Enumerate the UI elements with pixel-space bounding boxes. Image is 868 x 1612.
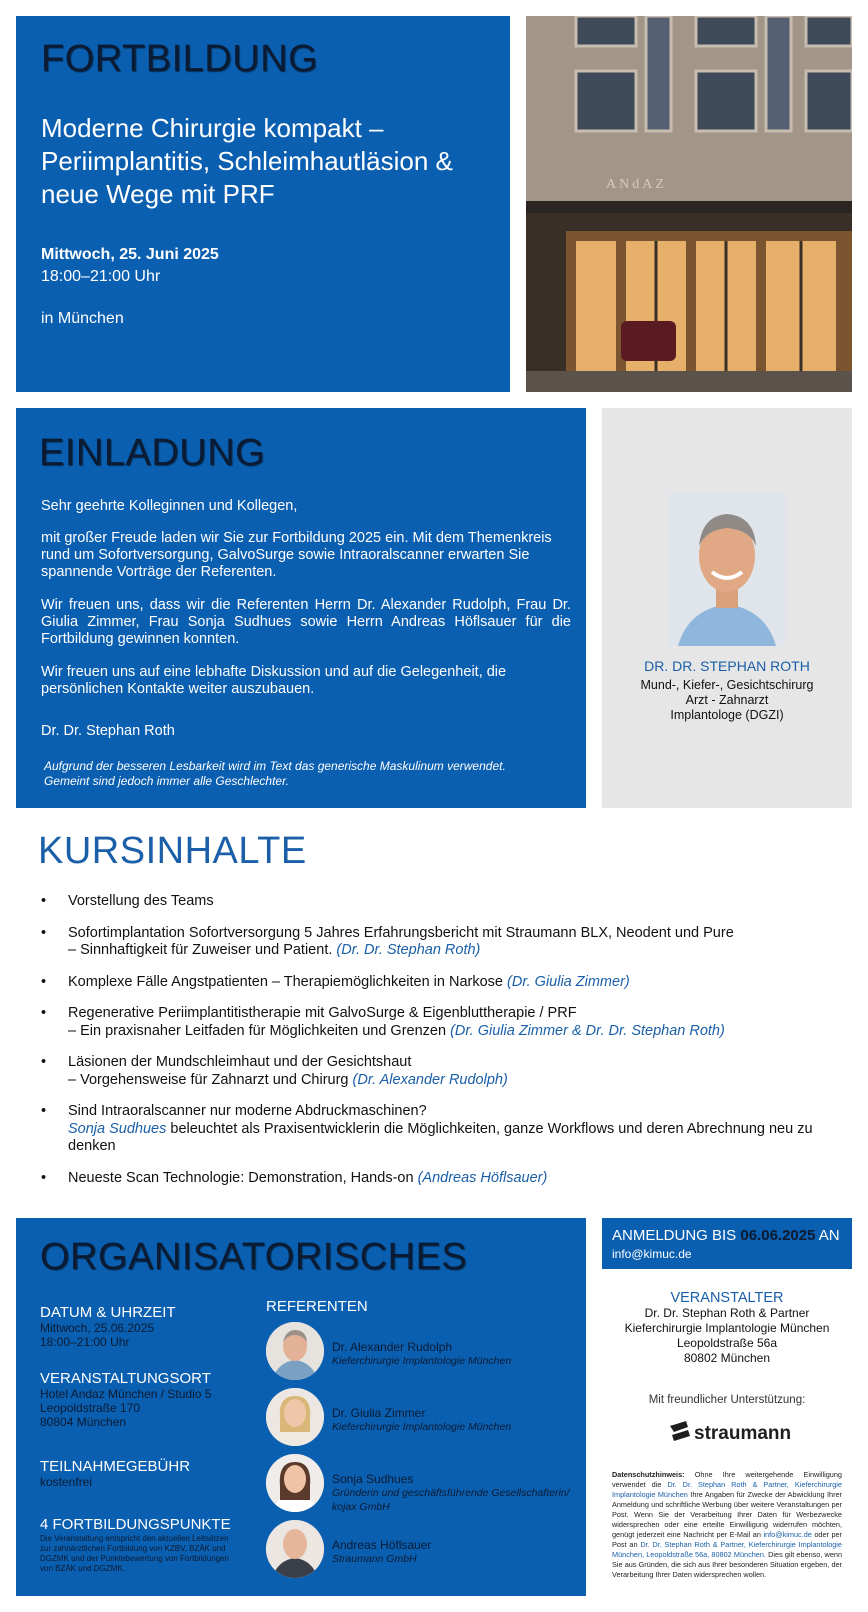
host-line-2: Kieferchirurgie Implantologie München — [624, 1321, 830, 1335]
event-location: in München — [41, 310, 124, 327]
header-box — [16, 16, 510, 392]
registration-date: 06.06.2025 — [740, 1227, 816, 1244]
host-title: VERANSTALTER — [670, 1290, 784, 1306]
course-item-speaker: (Andreas Höflsauer) — [417, 1169, 548, 1186]
course-item-speaker: Sonja Sudhues — [68, 1120, 167, 1137]
referent-name: Dr. Alexander Rudolph — [332, 1340, 453, 1354]
invitation-paragraph-3: Wir freuen uns auf eine lebhafte Diskussion und auf die Gelegenheit, die persönlichen Kontakte weiter auszubauen. — [41, 664, 507, 697]
header-subtitle: Moderne Chirurgie kompakt – Periimplantitis, Schleimhautläsion & neue Wege mit PRF — [41, 113, 453, 209]
host-line-1: Dr. Dr. Stephan Roth & Partner — [644, 1306, 810, 1320]
host-line-3: Leopoldstraße 56a — [676, 1336, 778, 1350]
header-title: FORTBILDUNG — [41, 38, 319, 80]
invitation-title: EINLADUNG — [39, 432, 266, 474]
registration-email[interactable]: info@kimuc.de — [612, 1247, 692, 1261]
privacy-text: oder per Post an — [612, 1530, 842, 1549]
course-item-text: Neueste Scan Technologie: Demonstration, Hands-on — [68, 1169, 414, 1186]
course-item-speaker: (Dr. Giulia Zimmer & Dr. Dr. Stephan Roth) — [450, 1022, 725, 1039]
course-item-text: – Sinnhaftigkeit für Zuweiser und Patient. — [68, 942, 333, 958]
host-line-4: 80802 München — [683, 1351, 771, 1365]
referent-affiliation: Gründerin und geschäftsführende Gesellschafterin/ kojax GmbH — [332, 1487, 570, 1513]
course-item-speaker: (Dr. Dr. Stephan Roth) — [336, 942, 481, 958]
speaker-role-2: Arzt - Zahnarzt — [685, 693, 769, 707]
course-item-text: Vorstellung des Teams — [68, 893, 214, 909]
list-item: • Vorstellung des Teams — [41, 893, 214, 909]
course-item-text: Läsionen der Mundschleimhaut und der Gesichtshaut — [68, 1054, 412, 1070]
referent-item — [266, 1520, 586, 1582]
invitation-paragraph-2: Wir freuen uns, dass wir die Referenten Herrn Dr. Alexander Rudolph, Frau Dr. Giulia Zimmer, Frau Sonja Sudhues sowie Herrn Andreas Höflsauer für die Fortbildung gewinnen konnten. — [41, 597, 571, 647]
course-item-text: – Ein praxisnaher Leitfaden für Möglichkeiten und Grenzen — [68, 1022, 447, 1039]
speaker-name: DR. DR. STEPHAN ROTH — [644, 658, 810, 674]
venue-heading: VERANSTALTUNGSORT — [40, 1370, 211, 1387]
speaker-card — [602, 408, 852, 808]
privacy-text: Ohne Ihre weitergehende Einwilligung verwendet die — [612, 1470, 842, 1489]
list-item: • Regenerative Periimplantitistherapie mit GalvoSurge & Eigenbluttherapie / PRF – Ein praxisnaher Leitfaden für Möglichkeiten und Grenzen (Dr. Giulia Zimmer & Dr. Dr. Stephan Roth) — [41, 1005, 725, 1039]
organisation-box — [16, 1218, 586, 1596]
list-item: • Sofortimplantation Sofortversorgung 5 Jahres Erfahrungsbericht mit Straumann BLX, Neodent und Pure – Sinnhaftigkeit für Zuweiser und Patient. (Dr. Dr. Stephan Roth) — [41, 924, 734, 958]
privacy-notice — [612, 1470, 842, 1580]
points-heading: 4 FORTBILDUNGSPUNKTE — [40, 1516, 231, 1533]
privacy-link-address: Dr. Dr. Stephan Roth & Partner, Kieferchirurgie Implantologie München, Leopoldstraße 56a, 80802 München. — [612, 1540, 842, 1559]
list-item: • Neueste Scan Technologie: Demonstration, Hands-on (Andreas Höflsauer) — [41, 1169, 548, 1186]
registration-deadline — [612, 1227, 840, 1244]
course-item-text: Sind Intraoralscanner nur moderne Abdruckmaschinen? — [68, 1103, 427, 1119]
hotel-photo — [526, 16, 852, 392]
straumann-logo — [666, 1418, 816, 1448]
referent-affiliation: Kieferchirurgie Implantologie München — [332, 1421, 512, 1433]
venue-street: Leopoldstraße 170 — [40, 1401, 141, 1415]
invitation-signature: Dr. Dr. Stephan Roth — [41, 723, 175, 739]
course-item-speaker: (Dr. Giulia Zimmer) — [507, 973, 630, 990]
invitation-paragraph-1: mit großer Freude laden wir Sie zur Fortbildung 2025 ein. Mit dem Themenkreis rund um Sofortversorgung, GalvoSurge sowie Intraoralscanner erwarten Sie spannende Vorträge der Referenten. — [41, 530, 552, 580]
list-item: • Sind Intraoralscanner nur moderne Abdruckmaschinen? Sonja Sudhues beleuchtet als Praxisentwicklerin die Möglichkeiten, ganze Workflows und deren Abrechnung neu zu denken — [41, 1103, 813, 1154]
logo-wordmark: straumann — [694, 1423, 792, 1444]
date-heading: DATUM & UHRZEIT — [40, 1304, 176, 1321]
fee-value: kostenfrei — [40, 1475, 93, 1489]
registration-box — [602, 1218, 852, 1269]
privacy-text: Dies gilt ebenso, wenn Sie aus Gründen, die sich aus Ihrer besonderen Situation ergeben, der Verarbeitung Ihrer Daten widersprechen wollen. — [612, 1550, 842, 1579]
course-item-text: Sofortimplantation Sofortversorgung 5 Jahres Erfahrungsbericht mit Straumann BLX, Neodent und Pure — [68, 924, 734, 941]
referents-heading: REFERENTEN — [266, 1298, 368, 1315]
venue-name: Hotel Andaz München / Studio 5 — [40, 1387, 212, 1401]
privacy-label: Datenschutzhinweis: — [612, 1470, 685, 1479]
points-text: Die Veranstaltung entspricht den aktuellen Leitsätzen zur zahnärztlichen Fortbildung von KZBV, BZÄK und DGZMK und der Punktebewertung von Fortbildungen von BZÄK und DGZMK. — [40, 1534, 229, 1573]
avatar — [266, 1388, 324, 1446]
referent-item — [266, 1388, 586, 1450]
invitation-note: Aufgrund der besseren Lesbarkeit wird im Text das generische Maskulinum verwendet. Gemeint sind jedoch immer alle Geschlechter. — [44, 759, 506, 788]
venue-city: 80804 München — [40, 1415, 127, 1429]
support-label: Mit freundlicher Unterstützung: — [648, 1394, 806, 1406]
course-list — [38, 893, 838, 1201]
host-block — [602, 1290, 852, 1366]
course-item-speaker: (Dr. Alexander Rudolph) — [352, 1071, 508, 1088]
list-item: • Läsionen der Mundschleimhaut und der Gesichtshaut – Vorgehensweise für Zahnarzt und Chirurg (Dr. Alexander Rudolph) — [41, 1054, 508, 1088]
fee-heading: TEILNAHMEGEBÜHR — [40, 1458, 191, 1475]
privacy-text: Ihre Angaben für Zwecke der Abwicklung Ihrer Anmeldung und schriftliche Werbung über weitere Veranstaltungen per Post. Wenn Sie der Verarbeitung Ihrer Daten für Werbezwecke widersprechen oder eine erteilte Einwilligung widerrufen möchten, genügt jederzeit eine Nachricht per E-Mail an — [612, 1490, 842, 1539]
referent-affiliation: Straumann GmbH — [332, 1553, 417, 1565]
time-value: 18:00–21:00 Uhr — [40, 1335, 130, 1349]
date-value: Mittwoch, 25.06.2025 — [40, 1321, 155, 1335]
privacy-link-org: Dr. Dr. Stephan Roth & Partner, Kieferchirurgie Implantologie München — [612, 1480, 842, 1499]
hotel-facade-image — [526, 16, 852, 392]
speaker-role-3: Implantologe (DGZI) — [670, 708, 784, 722]
invitation-box — [16, 408, 586, 808]
event-time: 18:00–21:00 Uhr — [41, 268, 161, 285]
avatar — [266, 1520, 324, 1578]
speaker-role-1: Mund-, Kiefer-, Gesichtschirurg — [640, 678, 814, 692]
avatar — [266, 1454, 324, 1512]
hotel-sign: ANdAZ — [606, 177, 667, 192]
organisation-title: ORGANISATORISCHES — [40, 1236, 468, 1278]
course-item-text: beleuchtet als Praxisentwicklerin die Möglichkeiten, ganze Workflows und deren Abrechnung neu zu denken — [68, 1120, 813, 1154]
registration-suffix: AN — [818, 1227, 840, 1244]
referent-item — [266, 1454, 586, 1516]
course-item-text: Komplexe Fälle Angstpatienten – Therapiemöglichkeiten in Narkose — [68, 973, 503, 990]
invitation-greeting: Sehr geehrte Kolleginnen und Kollegen, — [41, 498, 298, 514]
referent-item — [266, 1322, 586, 1384]
event-date: Mittwoch, 25. Juni 2025 — [41, 246, 219, 263]
course-item-text: Regenerative Periimplantitistherapie mit GalvoSurge & Eigenbluttherapie / PRF — [68, 1005, 577, 1021]
privacy-link-email[interactable]: info@kimuc.de — [763, 1530, 812, 1539]
referent-affiliation: Kieferchirurgie Implantologie München — [332, 1355, 512, 1367]
speaker-portrait — [668, 492, 786, 646]
avatar — [266, 1322, 324, 1380]
referent-name: Dr. Giulia Zimmer — [332, 1406, 426, 1420]
referent-name: Andreas Höflsauer — [332, 1538, 432, 1552]
referent-name: Sonja Sudhues — [332, 1472, 414, 1486]
course-title: KURSINHALTE — [38, 830, 307, 872]
course-item-text: – Vorgehensweise für Zahnarzt und Chirurg — [68, 1071, 349, 1088]
list-item: • Komplexe Fälle Angstpatienten – Therapiemöglichkeiten in Narkose (Dr. Giulia Zimmer) — [41, 973, 630, 990]
registration-prefix: ANMELDUNG BIS — [612, 1227, 737, 1244]
